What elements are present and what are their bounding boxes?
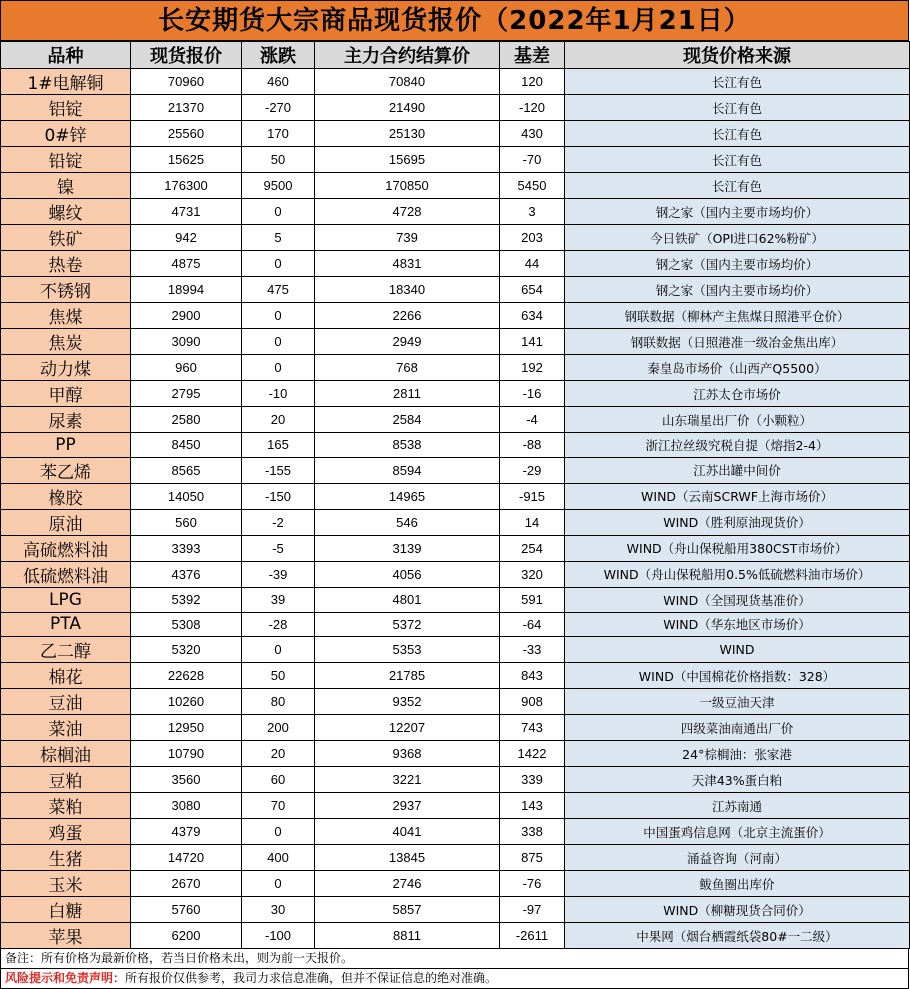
cell-basis: -915 bbox=[500, 483, 565, 509]
cell-change: 460 bbox=[242, 69, 315, 95]
table-row bbox=[1, 535, 910, 561]
cell-variety: 棕榈油 bbox=[1, 741, 131, 767]
cell-change: 39 bbox=[242, 587, 315, 612]
cell-change: 0 bbox=[242, 329, 315, 355]
cell-settlement-price: 4056 bbox=[315, 561, 500, 587]
table-row bbox=[1, 355, 910, 381]
header-change: 涨跌 bbox=[242, 42, 315, 69]
table-row bbox=[1, 689, 910, 715]
disclaimer bbox=[0, 969, 909, 989]
cell-spot-price: 2670 bbox=[131, 871, 242, 897]
cell-basis: 430 bbox=[500, 121, 565, 147]
table-row bbox=[1, 407, 910, 433]
table-row bbox=[1, 173, 910, 199]
cell-settlement-price: 3221 bbox=[315, 767, 500, 793]
header-basis: 基差 bbox=[500, 42, 565, 69]
cell-change: -155 bbox=[242, 457, 315, 483]
cell-basis: 654 bbox=[500, 277, 565, 303]
cell-spot-price: 3393 bbox=[131, 535, 242, 561]
cell-variety: 苯乙烯 bbox=[1, 457, 131, 483]
cell-change: 50 bbox=[242, 663, 315, 689]
cell-settlement-price: 14965 bbox=[315, 483, 500, 509]
cell-price-source: 长江有色 bbox=[565, 121, 910, 147]
cell-price-source: WIND（柳糖现货合同价） bbox=[565, 897, 910, 923]
cell-basis: -29 bbox=[500, 457, 565, 483]
cell-spot-price: 70960 bbox=[131, 69, 242, 95]
cell-price-source: 中国蛋鸡信息网（北京主流蛋价） bbox=[565, 819, 910, 845]
table-row bbox=[1, 561, 910, 587]
cell-price-source: 钢之家（国内主要市场均价） bbox=[565, 199, 910, 225]
cell-basis: 338 bbox=[500, 819, 565, 845]
table-row bbox=[1, 329, 910, 355]
cell-variety: 玉米 bbox=[1, 871, 131, 897]
cell-basis: 3 bbox=[500, 199, 565, 225]
cell-spot-price: 5760 bbox=[131, 897, 242, 923]
cell-settlement-price: 546 bbox=[315, 509, 500, 535]
cell-price-source: WIND（舟山保税船用380CST市场价） bbox=[565, 535, 910, 561]
header-settlement-price: 主力合约结算价 bbox=[315, 42, 500, 69]
cell-variety: 甲醇 bbox=[1, 381, 131, 407]
cell-change: 0 bbox=[242, 819, 315, 845]
cell-price-source: 长江有色 bbox=[565, 147, 910, 173]
cell-variety: 豆油 bbox=[1, 689, 131, 715]
table-row bbox=[1, 741, 910, 767]
cell-change: 400 bbox=[242, 845, 315, 871]
table-row bbox=[1, 277, 910, 303]
cell-settlement-price: 13845 bbox=[315, 845, 500, 871]
cell-spot-price: 14720 bbox=[131, 845, 242, 871]
table-row bbox=[1, 381, 910, 407]
cell-price-source: 中果网（烟台栖霞纸袋80#一二级） bbox=[565, 923, 910, 949]
cell-variety: 镍 bbox=[1, 173, 131, 199]
cell-change: 200 bbox=[242, 715, 315, 741]
cell-variety: 低硫燃料油 bbox=[1, 561, 131, 587]
table-row bbox=[1, 637, 910, 663]
cell-basis: 203 bbox=[500, 225, 565, 251]
cell-basis: 743 bbox=[500, 715, 565, 741]
cell-change: 20 bbox=[242, 407, 315, 433]
cell-price-source: 山东瑞星出厂价（小颗粒） bbox=[565, 407, 910, 433]
cell-spot-price: 3560 bbox=[131, 767, 242, 793]
cell-basis: 141 bbox=[500, 329, 565, 355]
cell-basis: -97 bbox=[500, 897, 565, 923]
cell-variety: 苹果 bbox=[1, 923, 131, 949]
cell-settlement-price: 2746 bbox=[315, 871, 500, 897]
cell-price-source: WIND（云南SCRWF上海市场价） bbox=[565, 483, 910, 509]
cell-spot-price: 4731 bbox=[131, 199, 242, 225]
cell-basis: 339 bbox=[500, 767, 565, 793]
cell-variety: 白糖 bbox=[1, 897, 131, 923]
cell-change: 70 bbox=[242, 793, 315, 819]
cell-price-source: 涌益咨询（河南） bbox=[565, 845, 910, 871]
cell-variety: 橡胶 bbox=[1, 483, 131, 509]
cell-variety: PP bbox=[1, 433, 131, 458]
cell-basis: -76 bbox=[500, 871, 565, 897]
cell-spot-price: 4875 bbox=[131, 251, 242, 277]
cell-settlement-price: 170850 bbox=[315, 173, 500, 199]
cell-variety: 铁矿 bbox=[1, 225, 131, 251]
cell-basis: -2611 bbox=[500, 923, 565, 949]
cell-settlement-price: 2584 bbox=[315, 407, 500, 433]
cell-variety: 生猪 bbox=[1, 845, 131, 871]
cell-basis: -70 bbox=[500, 147, 565, 173]
cell-settlement-price: 768 bbox=[315, 355, 500, 381]
cell-basis: -120 bbox=[500, 95, 565, 121]
cell-settlement-price: 739 bbox=[315, 225, 500, 251]
cell-variety: 动力煤 bbox=[1, 355, 131, 381]
cell-variety: 豆粕 bbox=[1, 767, 131, 793]
table-row bbox=[1, 871, 910, 897]
cell-change: 5 bbox=[242, 225, 315, 251]
table-row bbox=[1, 483, 910, 509]
cell-basis: 192 bbox=[500, 355, 565, 381]
cell-spot-price: 5308 bbox=[131, 612, 242, 637]
cell-settlement-price: 25130 bbox=[315, 121, 500, 147]
cell-price-source: 24°棕榈油：张家港 bbox=[565, 741, 910, 767]
cell-change: 170 bbox=[242, 121, 315, 147]
cell-variety: 棉花 bbox=[1, 663, 131, 689]
cell-spot-price: 4379 bbox=[131, 819, 242, 845]
price-table bbox=[0, 41, 910, 949]
cell-change: 50 bbox=[242, 147, 315, 173]
cell-settlement-price: 2949 bbox=[315, 329, 500, 355]
table-body bbox=[1, 69, 910, 949]
cell-change: 20 bbox=[242, 741, 315, 767]
cell-variety: 焦煤 bbox=[1, 303, 131, 329]
cell-price-source: WIND bbox=[565, 637, 910, 663]
table-row bbox=[1, 663, 910, 689]
cell-settlement-price: 21785 bbox=[315, 663, 500, 689]
cell-spot-price: 560 bbox=[131, 509, 242, 535]
cell-change: -2 bbox=[242, 509, 315, 535]
header-row bbox=[1, 42, 910, 69]
cell-variety: 菜油 bbox=[1, 715, 131, 741]
cell-variety: 不锈钢 bbox=[1, 277, 131, 303]
cell-spot-price: 960 bbox=[131, 355, 242, 381]
cell-price-source: 长江有色 bbox=[565, 95, 910, 121]
table-row bbox=[1, 767, 910, 793]
cell-price-source: 钢之家（国内主要市场均价） bbox=[565, 277, 910, 303]
cell-settlement-price: 4801 bbox=[315, 587, 500, 612]
cell-spot-price: 14050 bbox=[131, 483, 242, 509]
cell-variety: 焦炭 bbox=[1, 329, 131, 355]
cell-settlement-price: 4041 bbox=[315, 819, 500, 845]
cell-variety: 鸡蛋 bbox=[1, 819, 131, 845]
cell-basis: 908 bbox=[500, 689, 565, 715]
disclaimer-text: 所有报价仅供参考，我司力求信息准确，但并不保证信息的绝对准确。 bbox=[125, 971, 498, 986]
cell-change: 0 bbox=[242, 251, 315, 277]
cell-price-source: WIND（舟山保税船用0.5%低硫燃料油市场价） bbox=[565, 561, 910, 587]
cell-change: -100 bbox=[242, 923, 315, 949]
cell-spot-price: 15625 bbox=[131, 147, 242, 173]
cell-change: -39 bbox=[242, 561, 315, 587]
cell-variety: 铝锭 bbox=[1, 95, 131, 121]
cell-basis: 320 bbox=[500, 561, 565, 587]
cell-spot-price: 2900 bbox=[131, 303, 242, 329]
cell-settlement-price: 8594 bbox=[315, 457, 500, 483]
cell-settlement-price: 4831 bbox=[315, 251, 500, 277]
table-row bbox=[1, 121, 910, 147]
table-row bbox=[1, 95, 910, 121]
cell-variety: PTA bbox=[1, 612, 131, 637]
cell-spot-price: 5392 bbox=[131, 587, 242, 612]
cell-variety: 热卷 bbox=[1, 251, 131, 277]
cell-basis: -16 bbox=[500, 381, 565, 407]
cell-basis: 5450 bbox=[500, 173, 565, 199]
table-row bbox=[1, 251, 910, 277]
cell-change: -10 bbox=[242, 381, 315, 407]
cell-price-source: 江苏出罐中间价 bbox=[565, 457, 910, 483]
header-price-source: 现货价格来源 bbox=[565, 42, 910, 69]
cell-basis: 843 bbox=[500, 663, 565, 689]
cell-change: 9500 bbox=[242, 173, 315, 199]
cell-settlement-price: 2811 bbox=[315, 381, 500, 407]
table-row bbox=[1, 225, 910, 251]
cell-basis: 254 bbox=[500, 535, 565, 561]
cell-settlement-price: 8811 bbox=[315, 923, 500, 949]
cell-price-source: 江苏太仓市场价 bbox=[565, 381, 910, 407]
cell-price-source: 江苏南通 bbox=[565, 793, 910, 819]
cell-settlement-price: 5353 bbox=[315, 637, 500, 663]
cell-spot-price: 2580 bbox=[131, 407, 242, 433]
cell-basis: 120 bbox=[500, 69, 565, 95]
cell-price-source: 今日铁矿（OPI进口62%粉矿） bbox=[565, 225, 910, 251]
cell-spot-price: 10260 bbox=[131, 689, 242, 715]
table-row bbox=[1, 897, 910, 923]
cell-change: 0 bbox=[242, 303, 315, 329]
cell-settlement-price: 18340 bbox=[315, 277, 500, 303]
cell-settlement-price: 8538 bbox=[315, 433, 500, 458]
table-row bbox=[1, 303, 910, 329]
cell-settlement-price: 5372 bbox=[315, 612, 500, 637]
cell-price-source: WIND（中国棉花价格指数：328） bbox=[565, 663, 910, 689]
cell-spot-price: 10790 bbox=[131, 741, 242, 767]
cell-settlement-price: 12207 bbox=[315, 715, 500, 741]
cell-change: 165 bbox=[242, 433, 315, 458]
cell-spot-price: 21370 bbox=[131, 95, 242, 121]
table-row bbox=[1, 199, 910, 225]
cell-settlement-price: 4728 bbox=[315, 199, 500, 225]
cell-change: -270 bbox=[242, 95, 315, 121]
cell-variety: LPG bbox=[1, 587, 131, 612]
cell-basis: 143 bbox=[500, 793, 565, 819]
disclaimer-label: 风险提示和免责声明： bbox=[5, 971, 126, 986]
cell-change: 0 bbox=[242, 355, 315, 381]
cell-price-source: 鲅鱼圈出库价 bbox=[565, 871, 910, 897]
cell-change: 0 bbox=[242, 199, 315, 225]
table-row bbox=[1, 819, 910, 845]
cell-change: 30 bbox=[242, 897, 315, 923]
cell-settlement-price: 2937 bbox=[315, 793, 500, 819]
cell-change: 475 bbox=[242, 277, 315, 303]
cell-variety: 1#电解铜 bbox=[1, 69, 131, 95]
cell-basis: 875 bbox=[500, 845, 565, 871]
table-row bbox=[1, 509, 910, 535]
cell-spot-price: 8565 bbox=[131, 457, 242, 483]
cell-basis: 44 bbox=[500, 251, 565, 277]
cell-basis: 591 bbox=[500, 587, 565, 612]
table-row bbox=[1, 457, 910, 483]
cell-price-source: WIND（全国现货基准价） bbox=[565, 587, 910, 612]
cell-basis: 634 bbox=[500, 303, 565, 329]
table-row bbox=[1, 433, 910, 458]
table-row bbox=[1, 793, 910, 819]
header-spot-price: 现货报价 bbox=[131, 42, 242, 69]
table-row bbox=[1, 845, 910, 871]
cell-price-source: 钢之家（国内主要市场均价） bbox=[565, 251, 910, 277]
cell-settlement-price: 15695 bbox=[315, 147, 500, 173]
cell-variety: 尿素 bbox=[1, 407, 131, 433]
cell-variety: 菜粕 bbox=[1, 793, 131, 819]
cell-variety: 螺纹 bbox=[1, 199, 131, 225]
cell-spot-price: 12950 bbox=[131, 715, 242, 741]
cell-spot-price: 8450 bbox=[131, 433, 242, 458]
cell-settlement-price: 9368 bbox=[315, 741, 500, 767]
cell-spot-price: 942 bbox=[131, 225, 242, 251]
cell-variety: 高硫燃料油 bbox=[1, 535, 131, 561]
cell-variety: 乙二醇 bbox=[1, 637, 131, 663]
cell-price-source: WIND（胜利原油现货价） bbox=[565, 509, 910, 535]
cell-basis: -4 bbox=[500, 407, 565, 433]
cell-settlement-price: 9352 bbox=[315, 689, 500, 715]
cell-price-source: 四级菜油南通出厂价 bbox=[565, 715, 910, 741]
cell-price-source: 钢联数据（柳林产主焦煤日照港平仓价） bbox=[565, 303, 910, 329]
cell-change: 0 bbox=[242, 637, 315, 663]
cell-basis: 14 bbox=[500, 509, 565, 535]
cell-price-source: 天津43%蛋白粕 bbox=[565, 767, 910, 793]
table-row bbox=[1, 923, 910, 949]
cell-spot-price: 25560 bbox=[131, 121, 242, 147]
cell-settlement-price: 70840 bbox=[315, 69, 500, 95]
cell-spot-price: 4376 bbox=[131, 561, 242, 587]
cell-spot-price: 6200 bbox=[131, 923, 242, 949]
cell-spot-price: 3090 bbox=[131, 329, 242, 355]
cell-price-source: 浙江拉丝级究税自提（熔指2-4） bbox=[565, 433, 910, 458]
cell-spot-price: 3080 bbox=[131, 793, 242, 819]
table-row bbox=[1, 147, 910, 173]
cell-basis: -33 bbox=[500, 637, 565, 663]
cell-change: 0 bbox=[242, 871, 315, 897]
table-row bbox=[1, 69, 910, 95]
cell-spot-price: 176300 bbox=[131, 173, 242, 199]
cell-change: -150 bbox=[242, 483, 315, 509]
cell-price-source: 钢联数据（日照港准一级冶金焦出库） bbox=[565, 329, 910, 355]
cell-price-source: 秦皇岛市场价（山西产Q5500） bbox=[565, 355, 910, 381]
cell-basis: -64 bbox=[500, 612, 565, 637]
cell-change: -5 bbox=[242, 535, 315, 561]
cell-change: 60 bbox=[242, 767, 315, 793]
cell-settlement-price: 2266 bbox=[315, 303, 500, 329]
cell-settlement-price: 21490 bbox=[315, 95, 500, 121]
note: 备注：所有价格为最新价格，若当日价格未出，则为前一天报价。 bbox=[0, 949, 909, 969]
cell-spot-price: 5320 bbox=[131, 637, 242, 663]
cell-settlement-price: 3139 bbox=[315, 535, 500, 561]
cell-basis: -88 bbox=[500, 433, 565, 458]
cell-basis: 1422 bbox=[500, 741, 565, 767]
cell-variety: 原油 bbox=[1, 509, 131, 535]
table-row bbox=[1, 715, 910, 741]
cell-price-source: 长江有色 bbox=[565, 69, 910, 95]
cell-change: -28 bbox=[242, 612, 315, 637]
header-variety: 品种 bbox=[1, 42, 131, 69]
cell-spot-price: 22628 bbox=[131, 663, 242, 689]
cell-spot-price: 18994 bbox=[131, 277, 242, 303]
page-title: 长安期货大宗商品现货报价（2022年1月21日） bbox=[0, 0, 909, 41]
cell-price-source: 一级豆油天津 bbox=[565, 689, 910, 715]
cell-settlement-price: 5857 bbox=[315, 897, 500, 923]
table-row bbox=[1, 612, 910, 637]
table-row bbox=[1, 587, 910, 612]
cell-change: 80 bbox=[242, 689, 315, 715]
cell-variety: 0#锌 bbox=[1, 121, 131, 147]
cell-variety: 铅锭 bbox=[1, 147, 131, 173]
cell-spot-price: 2795 bbox=[131, 381, 242, 407]
cell-price-source: 长江有色 bbox=[565, 173, 910, 199]
cell-price-source: WIND（华东地区市场价） bbox=[565, 612, 910, 637]
